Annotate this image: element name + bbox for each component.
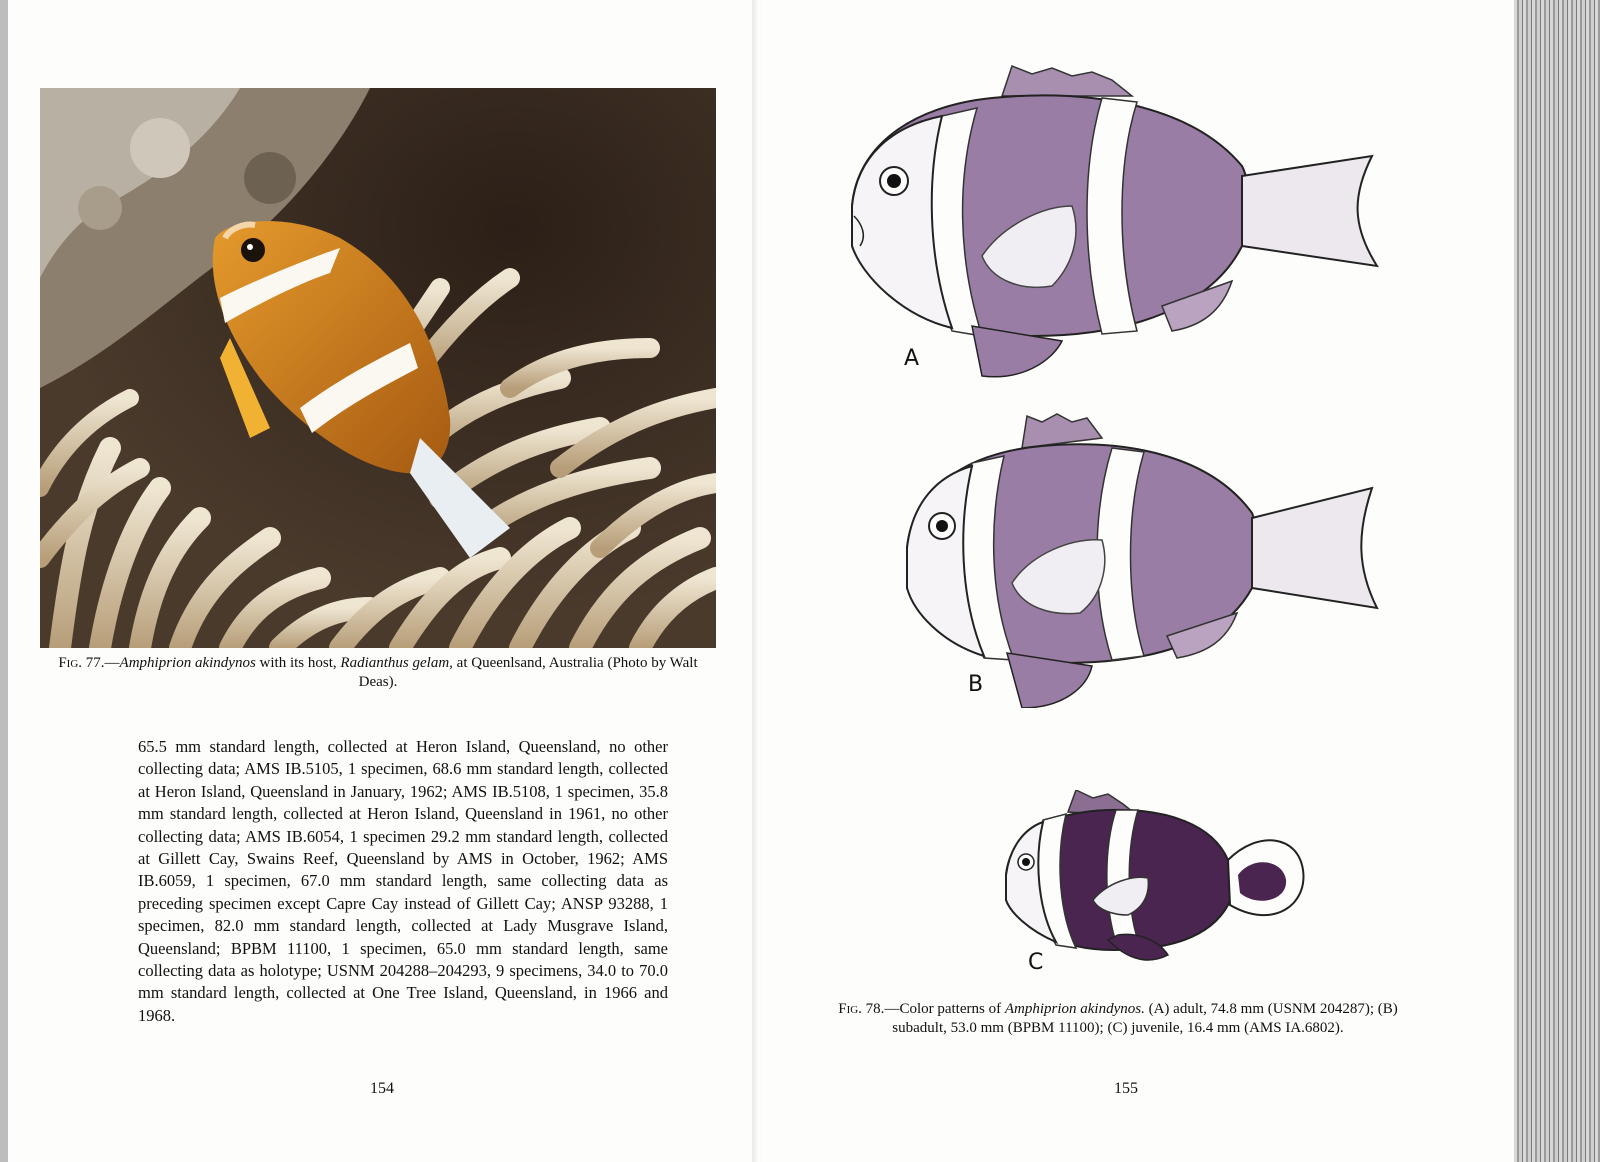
page-number-154: 154 bbox=[370, 1080, 394, 1097]
label-a: A bbox=[904, 346, 920, 371]
species-name: Amphiprion akindynos. bbox=[1004, 1001, 1145, 1017]
species-name: Amphiprion akindynos bbox=[119, 655, 256, 671]
clownfish-anemone-photo bbox=[40, 88, 716, 648]
fish-c-juvenile-drawing bbox=[998, 790, 1318, 970]
right-page bbox=[762, 0, 1514, 1162]
page-number-155: 155 bbox=[1114, 1080, 1138, 1097]
label-b: B bbox=[968, 672, 984, 697]
host-name: Radianthus gelam, bbox=[340, 655, 453, 671]
fish-a-adult-drawing bbox=[832, 56, 1412, 386]
book-page-edges bbox=[1514, 0, 1600, 1162]
figure-78-caption: Fig. 78.—Color patterns of Amphiprion akindynos. (A) adult, 74.8 mm (USNM 204287); (B) subadult, 53.0 mm (BPBM 11100); (C) juvenile, 16.4 mm (AMS IA.6802). bbox=[838, 1001, 1398, 1036]
fig-77-label: Fig. 77. bbox=[58, 655, 105, 671]
fig-78-label: Fig. 78. bbox=[838, 1001, 885, 1017]
fish-b-subadult-drawing bbox=[892, 408, 1412, 708]
label-c: C bbox=[1028, 950, 1044, 975]
specimen-list-paragraph: 65.5 mm standard length, collected at Heron Island, Queensland, no other collecting data; AMS IB.5105, 1 specimen, 68.6 mm standard length, collected at Heron Island, Queensland in January, 1962; AMS IB.5108, 1 specimen, 35.8 mm standard length, collected at Heron Island, Queensland in 1961, no other collecting data; AMS IB.6054, 1 specimen 29.2 mm standard length, collected at Gillett Cay, Swains Reef, Queensland by AMS in October, 1962; AMS IB.6059, 1 specimen, 67.0 mm standard length, same collecting data as preceding specimen except Capre Cay instead of Gillett Cay; ANSP 93288, 1 specimen, 82.0 mm standard length, collected at Lady Musgrave Island, Queensland; BPBM 11100, 1 specimen, 65.0 mm standard length, same collecting data as holotype; USNM 204288–204293, 9 specimens, 34.0 to 70.0 mm standard length, collected at One Tree Island, Queensland, in 1966 and 1968. bbox=[138, 737, 668, 1025]
left-page bbox=[8, 0, 760, 1162]
figure-77-caption: Fig. 77.—Amphiprion akindynos with its host, Radianthus gelam, at Queenlsand, Australia (Photo by Walt Deas). bbox=[58, 655, 698, 690]
